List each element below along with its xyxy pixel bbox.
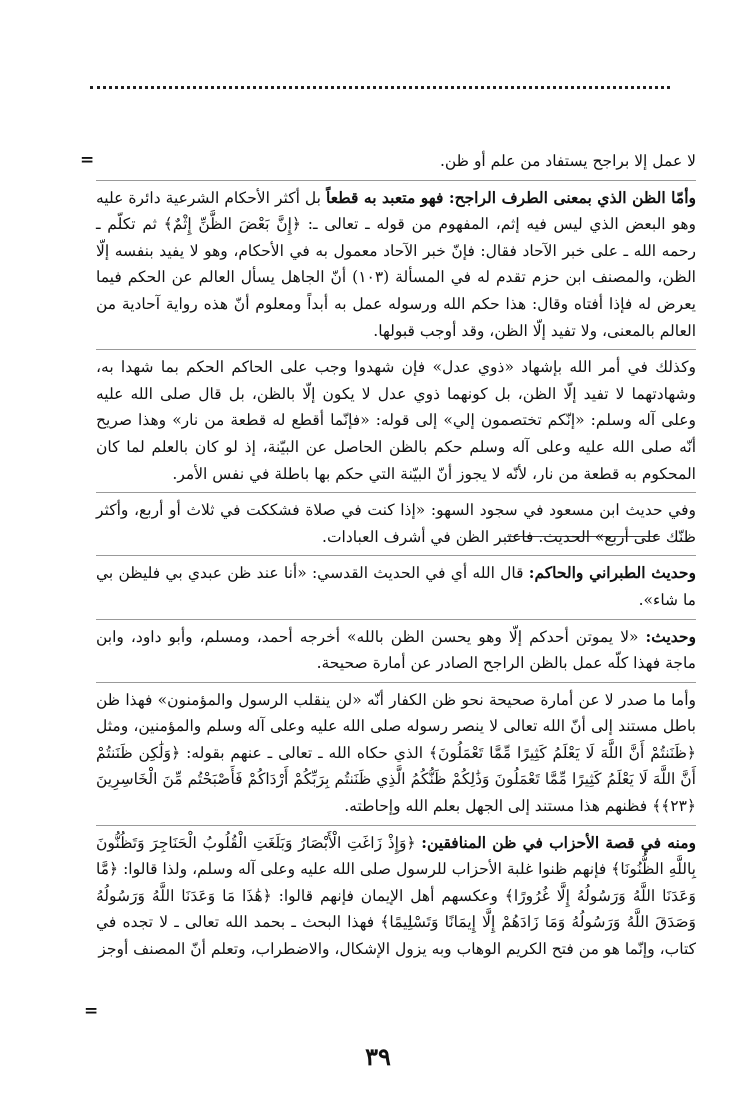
paragraph-text: بل أكثر الأحكام الشرعية دائرة عليه وهو البعض الذي ليس فيه إثم، المفهوم من قوله ـ تعالى ـ: ﴿إِنَّ بَعْضَ الظَّنِّ إِثْمٌ﴾ ثم تكلّم ـ رحمه الله ـ على خبر الآحاد فقال: فإنّ خبر الآحاد معمول به في الأحكام، وهو لا يفيد بنفسه إلّا الظن، والمصنف ابن حزم تقدم له في المسألة (١٠٣) أنّ الجاهل يسأل العالم عن الحكم فيما يعرض له فإذا أفتاه وقال: هذا حكم الله ورسوله عمل به أبداً ومعلوم أنّ هذه رواية آحادية من العالم بالمعنى، ولا تفيد إلّا الظن، وقد أوجب قبولها. xyxy=(96,188,696,340)
footnote-body xyxy=(96,148,696,963)
paragraph-divider xyxy=(96,825,696,826)
paragraph-divider xyxy=(96,180,696,181)
paragraph-text: وكذلك في أمر الله بإشهاد «ذوي عدل» فإن شهدوا وجب على الحاكم الحكم بما شهدا به، وشهادتهما لا تفيد إلّا الظن، بل كونهما ذوي عدل لا يكون إلّا بالظن، بل قال صلى الله عليه وعلى آله وسلم: «إنّكم تختصمون إلي» إلى قوله: «فإنّما أقطع له قطعة من نار» وهذا صريح أنّه صلى الله عليه وعلى آله وسلم حكم بالظن الحاصل عن البيّنة، إذ لو كان بالعلم لما كان المحكوم به قطعة من نار، لأنّه لا يجوز أنّ البيّنة التي حكم بها باطلة في نفس الأمر. xyxy=(96,358,696,483)
paragraph-4 xyxy=(96,497,696,550)
paragraph-text: قال الله أي في الحديث القدسي: «أنا عند ظن عبدي بي فليظن بي ما شاء». xyxy=(96,564,696,609)
page-number: ٣٩ xyxy=(365,1042,391,1071)
paragraph-divider xyxy=(96,619,696,620)
paragraph-text: لا عمل إلا براجح يستفاد من علم أو ظن. xyxy=(439,152,696,170)
paragraph-8 xyxy=(96,830,696,963)
paragraph-lead: وأمّا الظن الذي بمعنى الطرف الراجح: فهو متعبد به قطعاً xyxy=(326,187,696,207)
paragraph-7 xyxy=(96,687,696,820)
header-dotted-rule xyxy=(90,86,670,89)
paragraph-lead: ومنه في قصة الأحزاب في ظن المنافقين: xyxy=(421,832,697,852)
paragraph-5 xyxy=(96,560,696,613)
paragraph-text: «لا يموتن أحدكم إلّا وهو يحسن الظن بالله» أخرجه أحمد، ومسلم، وأبو داود، وابن ماجة فهذا كلّه عمل بالظن الراجح الصادر عن أمارة صحيحة. xyxy=(96,627,696,673)
paragraph-2 xyxy=(96,185,696,345)
paragraph-lead: وحديث: xyxy=(645,626,696,646)
paragraph-text: وأما ما صدر لا عن أمارة صحيحة نحو ظن الكفار أنّه «لن ينقلب الرسول والمؤمنون» فهذا ظن باطل مستند إلى أنّ الله تعالى لا ينصر رسوله صلى الله عليه وعلى آله وسلم والمؤمنين، ومثل ﴿ظَنَنتُمْ أَنَّ اللَّهَ لَا يَعْلَمُ كَثِيرًا مِّمَّا تَعْمَلُونَ﴾ الذي حكاه الله ـ تعالى ـ عنهم بقوله: ﴿وَلَٰكِن ظَنَنتُمْ أَنَّ اللَّهَ لَا يَعْلَمُ كَثِيرًا مِّمَّا تَعْمَلُونَ وَذَٰلِكُمْ ظَنُّكُمُ الَّذِي ظَنَنتُم بِرَبِّكُمْ أَرْدَاكُمْ فَأَصْبَحْتُم مِّنَ الْخَاسِرِينَ ﴿٢٣﴾﴾ فظنهم هذا مستند إلى الجهل بعلم الله وإحاطته. xyxy=(96,690,696,816)
paragraph-text: ﴿وَإِذْ زَاغَتِ الْأَبْصَارُ وَبَلَغَتِ الْقُلُوبُ الْحَنَاجِرَ وَتَظُنُّونَ بِاللَّهِ الظُّنُونَا﴾ فإنهم ظنوا غلبة الأحزاب للرسول صلى الله عليه وعلى آله وسلم، ولذا قالوا: ﴿مَّا وَعَدَنَا اللَّهُ وَرَسُولُهُ إِلَّا غُرُورًا﴾ وعكسهم أهل الإيمان فإنهم قالوا: ﴿هَٰذَا مَا وَعَدَنَا اللَّهُ وَرَسُولُهُ وَصَدَقَ اللَّهُ وَرَسُولُهُ وَمَا زَادَهُمْ إِلَّا إِيمَانًا وَتَسْلِيمًا﴾ فهذا البحث ـ بحمد الله تعالى ـ لا تجده في كتاب، وإنّما هو من فتح الكريم الوهاب وبه يزول الإشكال، والاضطراب، وتعلم أنّ المصنف أوجز xyxy=(96,833,696,959)
paragraph-divider xyxy=(96,349,696,350)
paragraph-divider xyxy=(96,555,696,556)
paragraph-3 xyxy=(96,354,696,487)
continuation-mark-top: = xyxy=(80,150,95,170)
continuation-mark-bottom: = xyxy=(84,1001,99,1021)
paragraph-lead: وحديث الطبراني والحاكم: xyxy=(528,563,697,583)
paragraph-divider xyxy=(96,492,696,493)
paragraph-divider xyxy=(96,682,696,683)
paragraph-1 xyxy=(96,148,696,175)
paragraph-6 xyxy=(96,624,696,677)
paragraph-text: وفي حديث ابن مسعود في سجود السهو: «إذا كنت في صلاة فشككت في ثلاث أو أربع، وأكثر ظنّك على أربع» الحديث. فاعتبر الظن في أشرف العبادات. xyxy=(96,501,696,546)
